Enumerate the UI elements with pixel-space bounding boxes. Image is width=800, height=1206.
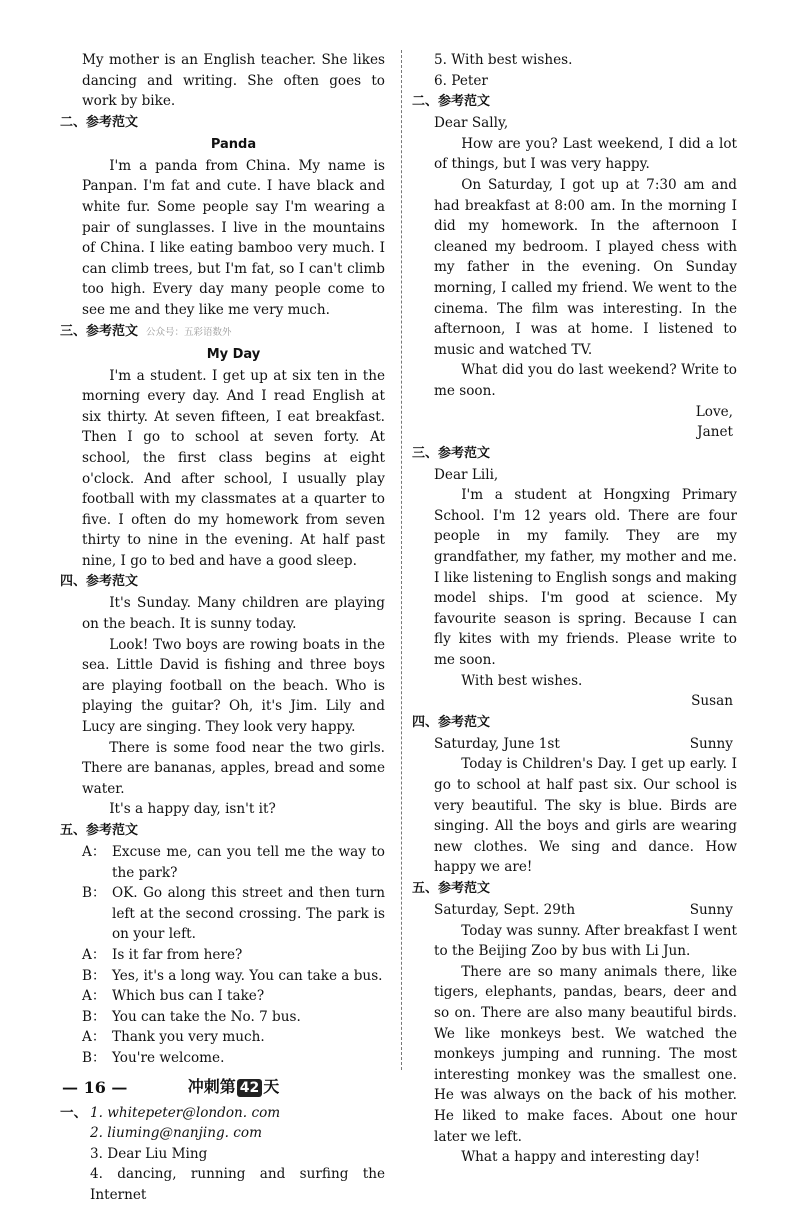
- letter-paragraph-1: How are you? Last weekend, I did a lot of things, but I was very happy.: [434, 135, 737, 173]
- essay-title-panda: Panda: [210, 136, 257, 152]
- line-text: OK. Go along this street and then turn left at the second crossing. The park is on your left.: [112, 885, 385, 943]
- answer-item: [60, 1103, 385, 1124]
- answer-item: 3. Dear Liu Ming: [90, 1145, 208, 1162]
- beach-paragraph-2: Look! Two boys are rowing boats in the sea. Little David is fishing and three boys are playing football on the beach. Who is playing the guitar? Oh, it's Jim. Lily and Lucy are singing. They look very happy.: [82, 636, 385, 736]
- section-2-heading: 二、参考范文: [412, 94, 491, 110]
- speaker-label: B：: [82, 1049, 106, 1066]
- letter-paragraph-1: I'm a student at Hongxing Primary School. I'm 12 years old. There are four people in my family. They are my grandfather, my father, my mother and me. I like listening to English songs and making model ships. I'm good at science. My favourite season is spring. Because I can fly kites with my friends. Please write to me soon.: [434, 487, 737, 669]
- essay-tail: My mother is an English teacher. She likes dancing and writing. She often goes to work by bike.: [82, 52, 385, 110]
- letter-closing: Love,: [695, 403, 733, 420]
- dialogue-line: [82, 842, 385, 883]
- dialogue-line: [82, 1007, 385, 1028]
- page-number: — 16 —: [62, 1078, 128, 1097]
- diary-date-row: [434, 900, 737, 921]
- section-1-lead: 一、: [60, 1104, 88, 1121]
- letter-signature: Susan: [691, 693, 733, 710]
- essay-panda: I'm a panda from China. My name is Panpan. I'm fat and cute. I have black and white fur. Some people say I'm wearing a pair of sunglasses. I live in the mountains of China. I like eating bamboo very much. I can climb trees, but I'm fat, so I can't climb too high. Every day many people come to see me and they like me very much.: [82, 157, 385, 318]
- dialogue-line: [82, 966, 385, 987]
- speaker-label: B：: [82, 885, 106, 902]
- speaker-label: A：: [82, 946, 106, 963]
- dialogue-line: [82, 945, 385, 966]
- section-3-heading: 三、参考范文: [412, 445, 491, 461]
- banner-prefix: 冲刺第: [187, 1076, 236, 1096]
- day-number-badge: 42: [237, 1079, 262, 1097]
- essay-title-my-day: My Day: [206, 346, 261, 362]
- answer-list: [60, 1103, 385, 1206]
- essay-my-day: I'm a student. I get up at six ten in the morning every day. And I read English at six thirty. At seven fifteen, I eat breakfast. Then I go to school at seven forty. At school, the first class begins at eight o'clock. And after school, I usually play football with my classmates at a quarter to five. I often do my homework from seven thirty to nine in the evening. At half past nine, I go to bed and have a good sleep.: [82, 367, 385, 569]
- line-text: Excuse me, can you tell me the way to the park?: [112, 844, 385, 881]
- day-banner: [82, 1073, 385, 1101]
- letter-paragraph-2: On Saturday, I got up at 7:30 am and had breakfast at 8:00 am. In the morning I did my homework. In the afternoon I cleaned my bedroom. I played chess with my father in the evening. On Sunday morning, I called my friend. We went to the cinema. The film was interesting. In the afternoon, I was at home. I listened to music and watched TV.: [434, 176, 737, 358]
- diary-body: Today is Children's Day. I get up early. I go to school at half past six. Our school is very beautiful. The sky is blue. Birds are singing. All the boys and girls are wearing new clothes. We sing and dance. How happy we are!: [434, 756, 737, 876]
- section-4-heading: 四、参考范文: [412, 714, 491, 730]
- section-4-heading: 四、参考范文: [60, 574, 139, 590]
- section-3-heading-text: 三、参考范文: [60, 323, 139, 339]
- speaker-label: A：: [82, 988, 106, 1005]
- dialogue-line: [82, 1048, 385, 1069]
- speaker-label: A：: [82, 1029, 106, 1046]
- letter-paragraph-2: With best wishes.: [461, 672, 583, 689]
- dialogue-line: [82, 883, 385, 945]
- answer-text: 1. whitepeter@london. com: [90, 1104, 281, 1121]
- dialogue: [82, 842, 385, 1069]
- left-column: [60, 50, 385, 1206]
- section-5-heading: 五、参考范文: [60, 823, 139, 838]
- line-text: Thank you very much.: [112, 1029, 265, 1046]
- answer-item: 4. dancing, running and surfing the Internet: [90, 1166, 385, 1203]
- line-text: You're welcome.: [112, 1049, 225, 1066]
- banner-suffix: 天: [263, 1076, 280, 1096]
- line-text: You can take the No. 7 bus.: [112, 1008, 301, 1025]
- letter-greeting: Dear Sally,: [434, 115, 509, 132]
- dialogue-line: [82, 1027, 385, 1048]
- speaker-label: A：: [82, 844, 106, 860]
- diary-date: Saturday, Sept. 29th: [434, 901, 576, 918]
- diary-paragraph-3: What a happy and interesting day!: [461, 1149, 701, 1166]
- answer-item: 2. liuming@nanjing. com: [90, 1125, 262, 1142]
- dialogue-line: [82, 986, 385, 1007]
- letter-signature: Janet: [697, 424, 733, 441]
- diary-date: Saturday, June 1st: [434, 735, 560, 752]
- beach-paragraph-4: It's a happy day, isn't it?: [109, 801, 276, 818]
- letter-greeting: Dear Lili,: [434, 466, 499, 483]
- letter-paragraph-3: What did you do last weekend? Write to me soon.: [434, 362, 737, 399]
- diary-paragraph-2: There are so many animals there, like tigers, elephants, pandas, bears, deer and so on. There are also many beautiful birds. We like monkeys best. We watched the monkeys jumping and running. The most interesting monkey was the smallest one. He was always on the back of his mother. He liked to make faces. About one hour later we left.: [434, 963, 737, 1145]
- watermark-text: 公众号：五彩语数外: [146, 326, 232, 338]
- section-2-heading: 二、参考范文: [60, 114, 139, 130]
- diary-weather: Sunny: [689, 901, 733, 918]
- beach-paragraph-1: It's Sunday. Many children are playing on the beach. It is sunny today.: [82, 595, 385, 633]
- right-column: [412, 50, 737, 1168]
- speaker-label: B：: [82, 1008, 106, 1025]
- section-5-heading: 五、参考范文: [412, 880, 491, 896]
- answer-item: 6. Peter: [434, 72, 488, 89]
- line-text: Yes, it's a long way. You can take a bus.: [112, 967, 383, 984]
- column-divider: [401, 50, 402, 1070]
- line-text: Which bus can I take?: [112, 988, 265, 1005]
- diary-date-row: [434, 734, 737, 755]
- beach-paragraph-3: There is some food near the two girls. There are bananas, apples, bread and some water.: [82, 739, 385, 797]
- speaker-label: B：: [82, 967, 106, 984]
- diary-paragraph-1: Today was sunny. After breakfast I went to the Beijing Zoo by bus with Li Jun.: [434, 922, 737, 960]
- answer-item: 5. With best wishes.: [434, 52, 573, 68]
- line-text: Is it far from here?: [112, 946, 243, 963]
- section-3-heading: [60, 321, 385, 344]
- diary-weather: Sunny: [689, 735, 733, 752]
